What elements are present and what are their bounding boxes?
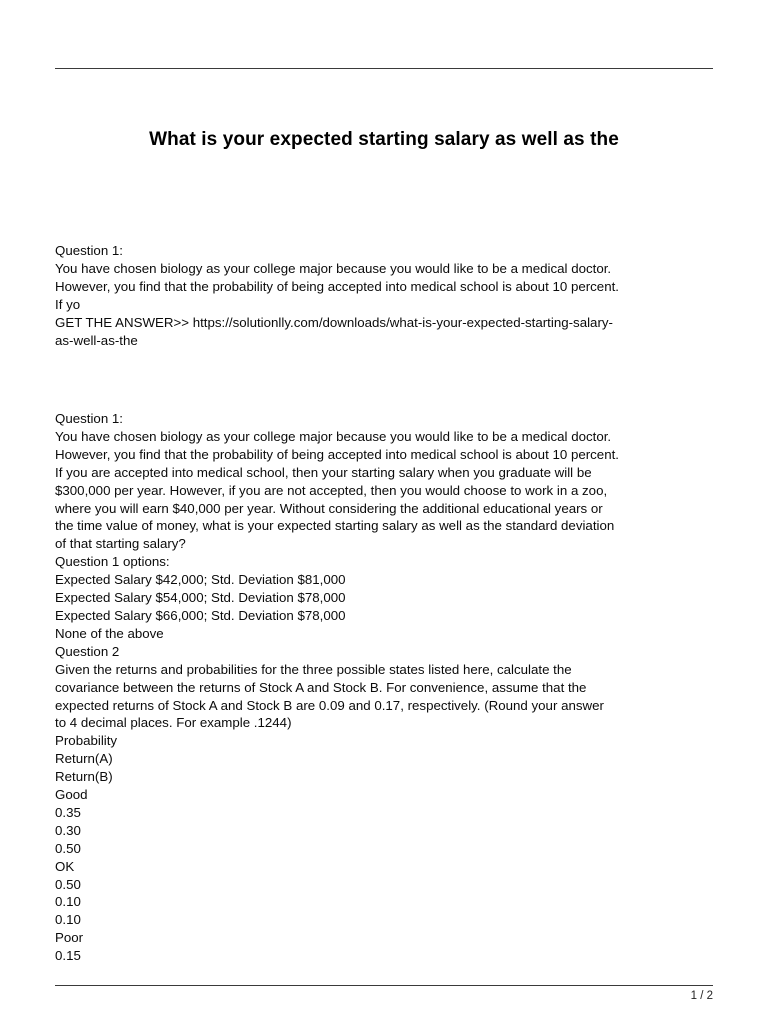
- text-line: to 4 decimal places. For example .1244): [55, 715, 292, 731]
- top-horizontal-rule: [55, 68, 713, 69]
- text-line: Good: [55, 787, 88, 803]
- text-line: Expected Salary $54,000; Std. Deviation $78,000: [55, 590, 346, 606]
- text-line: 0.15: [55, 948, 81, 964]
- question-full-block: [55, 410, 725, 965]
- text-line: OK: [55, 858, 75, 874]
- document-title: What is your expected starting salary as well as the: [149, 129, 619, 150]
- text-line: If you are accepted into medical school, then your starting salary when you graduate will be: [55, 464, 592, 480]
- question-preview-block: [55, 242, 725, 349]
- text-line: However, you find that the probability of being accepted into medical school is about 10 percent.: [55, 446, 619, 462]
- bottom-horizontal-rule: [55, 985, 713, 986]
- text-line: If yo: [55, 296, 81, 312]
- text-line: expected returns of Stock A and Stock B are 0.09 and 0.17, respectively. (Round your answer: [55, 697, 604, 713]
- text-line: Expected Salary $66,000; Std. Deviation $78,000: [55, 607, 346, 623]
- text-line: 0.35: [55, 804, 81, 820]
- text-line: Return(A): [55, 751, 113, 767]
- text-line: None of the above: [55, 625, 164, 641]
- text-line: You have chosen biology as your college major because you would like to be a medical doctor.: [55, 260, 612, 276]
- text-line: covariance between the returns of Stock A and Stock B. For convenience, assume that the: [55, 679, 587, 695]
- text-line: Question 1:: [55, 411, 124, 426]
- text-line: $300,000 per year. However, if you are not accepted, then you would choose to work in a zoo,: [55, 482, 608, 498]
- text-line: of that starting salary?: [55, 536, 186, 552]
- text-line: Poor: [55, 930, 84, 946]
- text-line: Return(B): [55, 769, 113, 785]
- text-line: Question 2: [55, 643, 120, 659]
- text-line: 0.30: [55, 822, 81, 838]
- text-line: 0.10: [55, 912, 81, 928]
- page-number-indicator: 1 / 2: [690, 990, 713, 1002]
- text-line: Question 1 options:: [55, 554, 170, 570]
- text-line: GET THE ANSWER>> https://solutionlly.com/downloads/what-is-your-expected-starting-salary-: [55, 314, 613, 330]
- text-line: Question 1:: [55, 243, 124, 258]
- text-line: Expected Salary $42,000; Std. Deviation $81,000: [55, 572, 346, 588]
- text-line: where you will earn $40,000 per year. Without considering the additional educational years or: [55, 500, 603, 516]
- text-line: However, you find that the probability of being accepted into medical school is about 10 percent.: [55, 278, 619, 294]
- text-line: the time value of money, what is your expected starting salary as well as the standard deviation: [55, 518, 615, 534]
- text-line: You have chosen biology as your college major because you would like to be a medical doctor.: [55, 428, 612, 444]
- text-line: Probability: [55, 733, 118, 749]
- text-line: Given the returns and probabilities for the three possible states listed here, calculate the: [55, 661, 572, 677]
- text-line: 0.10: [55, 894, 81, 910]
- text-line: as-well-as-the: [55, 332, 138, 348]
- text-line: 0.50: [55, 840, 81, 856]
- text-line: 0.50: [55, 876, 81, 892]
